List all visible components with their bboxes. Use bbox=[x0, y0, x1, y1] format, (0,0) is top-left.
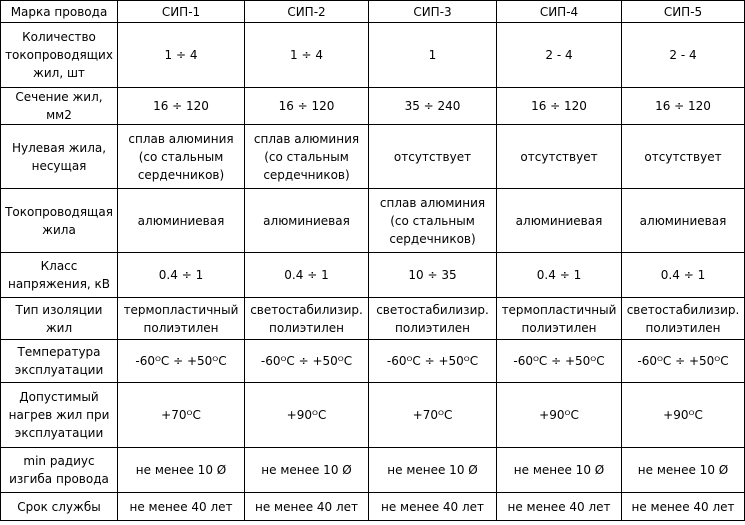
row-label bbox=[1, 23, 118, 88]
cell-text-line: не менее 40 лет bbox=[507, 499, 611, 514]
cell-text-line: алюминиевая bbox=[515, 213, 603, 228]
cell-text-line: не менее 40 лет bbox=[631, 499, 735, 514]
row-label bbox=[1, 298, 118, 340]
cell-text-line: полиэтилен bbox=[395, 320, 470, 335]
cell-text-line: отсутствует bbox=[393, 149, 472, 164]
table-row bbox=[1, 125, 745, 189]
table-header bbox=[1, 1, 745, 23]
cell-text-line: +90ᴼС bbox=[286, 408, 327, 422]
table-cell bbox=[622, 340, 745, 383]
cell-text-line: 2 - 4 bbox=[669, 48, 697, 62]
cell-text-line: Количество bbox=[22, 30, 96, 44]
cell-text-line: Тип изоляции bbox=[15, 302, 103, 317]
table-cell bbox=[245, 340, 369, 383]
cell-text-line: 2 - 4 bbox=[545, 48, 573, 62]
cell-text-line: светостабилизир. bbox=[376, 302, 489, 317]
table-cell bbox=[497, 88, 622, 125]
cell-text-line: светостабилизир. bbox=[626, 302, 740, 317]
cell-text-line: сплав алюминия bbox=[128, 131, 234, 146]
cell-text-line: 35 ÷ 240 bbox=[404, 99, 461, 113]
cell-text-line: алюминиевая bbox=[639, 213, 727, 228]
row-label bbox=[1, 189, 118, 253]
table-cell bbox=[497, 125, 622, 189]
cell-text-line: Допустимый bbox=[19, 390, 99, 404]
table-cell bbox=[497, 189, 622, 253]
table-cell bbox=[118, 493, 245, 521]
header-sip-3: СИП-3 bbox=[369, 1, 497, 23]
table-cell bbox=[622, 23, 745, 88]
cell-text-line: полиэтилен bbox=[143, 320, 219, 335]
cell-text-line: 1 bbox=[428, 48, 437, 62]
cell-text-line: Температура bbox=[17, 345, 101, 359]
cell-text-line: полиэтилен bbox=[521, 320, 597, 335]
cell-text-line: +90ᴼС bbox=[663, 408, 703, 422]
table-cell bbox=[622, 253, 745, 298]
table-cell bbox=[245, 189, 369, 253]
table-cell bbox=[245, 298, 369, 340]
cell-text-line: несущая bbox=[31, 158, 87, 173]
cell-text-line: не менее 40 лет bbox=[254, 499, 359, 514]
cell-text-line: эксплуатации bbox=[14, 426, 104, 440]
cell-text-line: токопроводящих bbox=[5, 48, 113, 62]
header-row bbox=[1, 1, 745, 23]
table-row bbox=[1, 493, 745, 521]
table-cell bbox=[245, 88, 369, 125]
table-cell bbox=[118, 253, 245, 298]
cell-text-line: не менее 10 Ø bbox=[513, 463, 605, 477]
table-cell bbox=[369, 125, 497, 189]
table-cell bbox=[622, 493, 745, 521]
cell-text-line: эксплуатации bbox=[14, 363, 104, 377]
cell-text-line: жил bbox=[45, 320, 73, 335]
cell-text-line: Класс bbox=[40, 259, 78, 273]
table-row bbox=[1, 448, 745, 493]
table-cell bbox=[622, 298, 745, 340]
cell-text-line: 16 ÷ 120 bbox=[153, 99, 209, 113]
table-cell bbox=[118, 340, 245, 383]
cell-text-line: не менее 10 Ø bbox=[135, 463, 227, 477]
cell-text-line: Срок службы bbox=[17, 499, 101, 514]
table-cell bbox=[369, 383, 497, 448]
cell-text-line: Сечение жил, bbox=[15, 90, 103, 104]
cell-text-line: отсутствует bbox=[520, 149, 598, 164]
cell-text-line: 1 ÷ 4 bbox=[164, 48, 198, 62]
row-label bbox=[1, 493, 118, 521]
table-cell bbox=[369, 23, 497, 88]
table-row bbox=[1, 340, 745, 383]
table-cell bbox=[622, 448, 745, 493]
cell-text-line: (со стальным bbox=[264, 149, 349, 164]
table-row bbox=[1, 383, 745, 448]
table-cell bbox=[245, 253, 369, 298]
cell-text-line: -60ᴼС ÷ +50ᴼС bbox=[260, 354, 353, 368]
cell-text-line: -60ᴼС ÷ +50ᴼС bbox=[513, 354, 605, 368]
table-cell bbox=[622, 125, 745, 189]
cell-text-line: -60ᴼС ÷ +50ᴼС bbox=[386, 354, 479, 368]
table-cell bbox=[497, 448, 622, 493]
table-cell bbox=[245, 23, 369, 88]
table-cell bbox=[369, 88, 497, 125]
header-sip-2: СИП-2 bbox=[245, 1, 369, 23]
table-cell bbox=[622, 383, 745, 448]
cell-text-line: термопластичный bbox=[501, 302, 617, 317]
table-cell bbox=[497, 383, 622, 448]
cell-text-line: 1 ÷ 4 bbox=[290, 48, 323, 62]
row-label bbox=[1, 88, 118, 125]
cell-text-line: полиэтилен bbox=[645, 320, 721, 335]
table-cell bbox=[118, 125, 245, 189]
table-cell bbox=[245, 383, 369, 448]
cell-text-line: мм2 bbox=[46, 108, 72, 122]
cell-text-line: +70ᴼС bbox=[412, 408, 453, 422]
cell-text-line: алюминиевая bbox=[263, 213, 350, 228]
cell-text-line: +90ᴼС bbox=[539, 408, 579, 422]
table-cell bbox=[622, 88, 745, 125]
cell-text-line: сердечников) bbox=[389, 231, 476, 246]
cell-text-line: -60ᴼС ÷ +50ᴼС bbox=[135, 354, 227, 368]
cell-text-line: жила bbox=[42, 222, 76, 237]
cell-text-line: (со стальным bbox=[390, 213, 475, 228]
cell-text-line: (со стальным bbox=[138, 149, 224, 164]
cell-text-line: 10 ÷ 35 bbox=[408, 268, 457, 282]
cell-text-line: Токопроводящая bbox=[5, 204, 113, 219]
table-row bbox=[1, 189, 745, 253]
table-row bbox=[1, 253, 745, 298]
cell-text-line: не менее 10 Ø bbox=[637, 463, 729, 477]
cell-text-line: -60ᴼС ÷ +50ᴼС bbox=[637, 354, 729, 368]
cell-text-line: напряжения, кВ bbox=[7, 277, 111, 291]
header-label: Марка провода bbox=[1, 1, 118, 23]
cell-text-line: не менее 10 Ø bbox=[387, 463, 478, 477]
table-cell bbox=[369, 189, 497, 253]
cell-text-line: термопластичный bbox=[123, 302, 239, 317]
header-sip-1: СИП-1 bbox=[118, 1, 245, 23]
table-cell bbox=[245, 493, 369, 521]
cell-text-line: изгиба провода bbox=[9, 472, 109, 486]
cell-text-line: жил, шт bbox=[33, 66, 85, 80]
cell-text-line: нагрев жил при bbox=[8, 408, 110, 422]
cell-text-line: полиэтилен bbox=[269, 320, 344, 335]
table-cell bbox=[369, 448, 497, 493]
cell-text-line: не менее 40 лет bbox=[129, 499, 233, 514]
row-label bbox=[1, 253, 118, 298]
header-sip-5: СИП-5 bbox=[622, 1, 745, 23]
cell-text-line: сердечников) bbox=[263, 167, 350, 182]
cell-text-line: Нулевая жила, bbox=[11, 140, 107, 155]
table-cell bbox=[369, 298, 497, 340]
cell-text-line: 0.4 ÷ 1 bbox=[660, 268, 706, 282]
row-label bbox=[1, 125, 118, 189]
row-label bbox=[1, 383, 118, 448]
cell-text-line: сплав алюминия bbox=[253, 131, 360, 146]
row-label bbox=[1, 448, 118, 493]
table-row bbox=[1, 298, 745, 340]
cell-text-line: 16 ÷ 120 bbox=[278, 99, 335, 113]
table-cell bbox=[118, 383, 245, 448]
table-cell bbox=[497, 23, 622, 88]
cell-text-line: не менее 10 Ø bbox=[261, 463, 352, 477]
table-row bbox=[1, 23, 745, 88]
cell-text-line: min радиус bbox=[23, 454, 95, 468]
table-cell bbox=[118, 189, 245, 253]
cell-text-line: светостабилизир. bbox=[250, 302, 363, 317]
table-cell bbox=[497, 253, 622, 298]
cell-text-line: 0.4 ÷ 1 bbox=[536, 268, 582, 282]
cell-text-line: не менее 40 лет bbox=[380, 499, 485, 514]
table-cell bbox=[369, 253, 497, 298]
table-cell bbox=[497, 340, 622, 383]
table-row bbox=[1, 88, 745, 125]
table-cell bbox=[622, 189, 745, 253]
cell-text-line: отсутствует bbox=[644, 149, 722, 164]
table-cell bbox=[245, 448, 369, 493]
row-label bbox=[1, 340, 118, 383]
table-cell bbox=[369, 493, 497, 521]
cell-text-line: 16 ÷ 120 bbox=[655, 99, 711, 113]
table-cell bbox=[118, 298, 245, 340]
table-cell bbox=[118, 23, 245, 88]
cell-text-line: 16 ÷ 120 bbox=[531, 99, 587, 113]
cell-text-line: 0.4 ÷ 1 bbox=[158, 268, 204, 282]
cell-text-line: +70ᴼС bbox=[161, 408, 201, 422]
cell-text-line: алюминиевая bbox=[137, 213, 225, 228]
header-sip-4: СИП-4 bbox=[497, 1, 622, 23]
table-body bbox=[1, 23, 745, 521]
cell-text-line: 0.4 ÷ 1 bbox=[284, 268, 329, 282]
cell-text-line: сердечников) bbox=[137, 167, 225, 182]
table-cell bbox=[245, 125, 369, 189]
table-cell bbox=[118, 448, 245, 493]
table-cell bbox=[369, 340, 497, 383]
table-cell bbox=[497, 298, 622, 340]
table-cell bbox=[497, 493, 622, 521]
cell-text-line: сплав алюминия bbox=[379, 195, 486, 210]
table-cell bbox=[118, 88, 245, 125]
